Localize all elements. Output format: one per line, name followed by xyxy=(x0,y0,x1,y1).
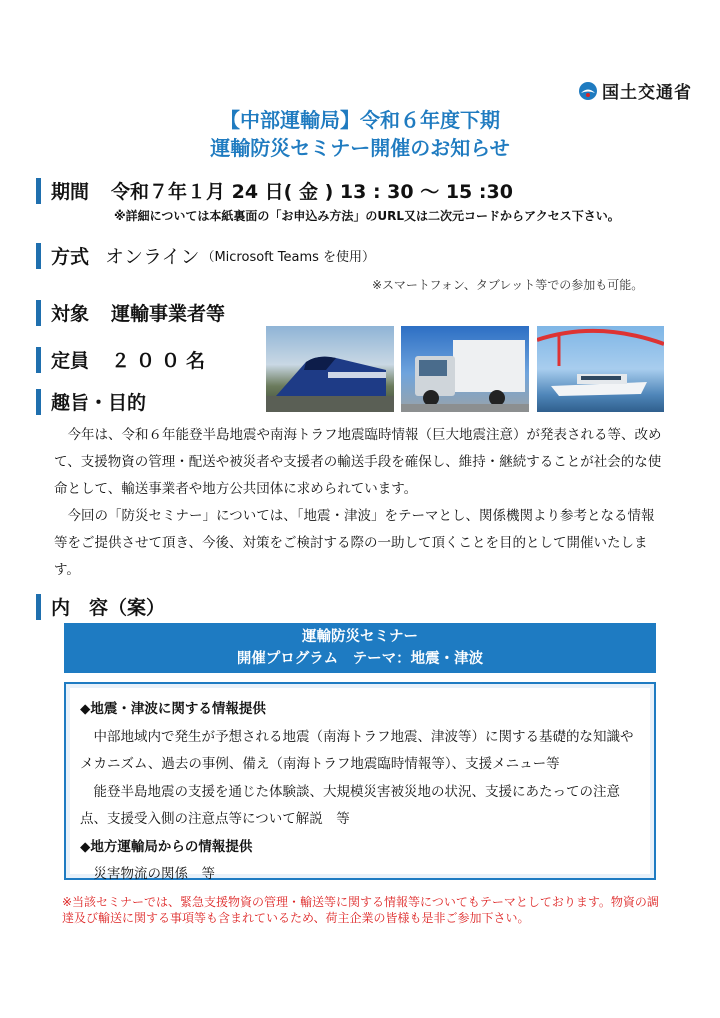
content-label: 内 容（案） xyxy=(51,597,166,619)
mlit-logo-icon xyxy=(578,81,598,101)
purpose-label: 趣旨・目的 xyxy=(51,392,147,414)
purpose-text xyxy=(54,422,664,584)
section-capacity xyxy=(36,346,211,373)
program-box xyxy=(64,682,656,880)
program-header xyxy=(64,623,656,673)
purpose-paragraph-2: 今回の「防災セミナー」については、「地震・津波」をテーマとし、関係機関より参考となる情報等をご提供させて頂き、今後、対策をご検討する際の一助して頂くことを目的として開催いたします。 xyxy=(54,508,655,578)
capacity-value: ２００名 xyxy=(111,350,212,372)
capacity-label: 定員 xyxy=(51,350,90,372)
period-note: ※詳細については本紙裏面の「お申込み方法」のURL又は二次元コードからアクセス下さい。 xyxy=(114,209,620,223)
period-value: 令和７年１月 24 日( 金 ) 13 : 30 〜 15 :30 xyxy=(111,181,513,203)
program-content xyxy=(70,688,650,882)
truck-photo xyxy=(401,326,529,412)
section-bar xyxy=(36,243,41,269)
warning-note: ※当該セミナーでは、緊急支援物資の管理・輸送等に関する情報等についてもテーマとしております。物資の調達及び輸送に関する事項等も含まれているため、荷主企業の皆様も是非ご参加下さい。 xyxy=(62,895,659,925)
program-title: 運輸防災セミナー xyxy=(302,629,418,645)
purpose-paragraph-1: 今年は、令和６年能登半島地震や南海トラフ地震臨時情報（巨大地震注意）が発表される等、改めて、支援物資の管理・配送や被災者や支援者の輸送手段を確保し、維持・継続することが社会的な使命として、輸送事業者や地方公共団体に求められています。 xyxy=(54,427,662,497)
item1-text-2: 能登半島地震の支援を通じた体験談、大規模災害被災地の状況、支援にあたっての注意点、支援受入側の注意点等について解説 等 xyxy=(80,783,620,827)
section-period xyxy=(36,177,513,204)
method-label: 方式 xyxy=(51,246,90,268)
item2-text: 災害物流の関係 等 xyxy=(93,866,215,882)
section-target xyxy=(36,299,225,326)
item1-text-1: 中部地域内で発生が予想される地震（南海トラフ地震、津波等）に関する基礎的な知識やメカニズム、過去の事例、備え（南海トラフ地震臨時情報等）、支援メニュー等 xyxy=(80,728,634,772)
ministry-name: 国土交通省 xyxy=(602,83,692,103)
section-bar xyxy=(36,389,41,415)
ship-photo xyxy=(537,326,664,412)
method-detail: （Microsoft Teams を使用） xyxy=(201,250,376,265)
section-method xyxy=(36,242,375,269)
period-label: 期間 xyxy=(51,181,90,203)
target-label: 対象 xyxy=(51,303,90,325)
title-line-2: 運輸防災セミナー開催のお知らせ xyxy=(210,136,510,160)
title-line-1: 【中部運輸局】令和６年度下期 xyxy=(220,108,500,132)
item2-heading: ◆地方運輸局からの情報提供 xyxy=(80,838,253,855)
section-content xyxy=(36,593,165,620)
section-bar xyxy=(36,300,41,326)
section-purpose xyxy=(36,388,146,415)
section-bar xyxy=(36,347,41,373)
train-photo xyxy=(266,326,394,412)
item1-heading: ◆地震・津波に関する情報提供 xyxy=(80,701,266,717)
ministry-logo xyxy=(578,78,692,103)
method-note: ※スマートフォン、タブレット等での参加も可能。 xyxy=(372,278,644,292)
section-bar xyxy=(36,594,41,620)
method-value: オンライン xyxy=(105,246,200,268)
program-subtitle: 開催プログラム テーマ：地震・津波 xyxy=(236,651,484,667)
target-value: 運輸事業者等 xyxy=(111,303,226,325)
section-bar xyxy=(36,178,41,204)
